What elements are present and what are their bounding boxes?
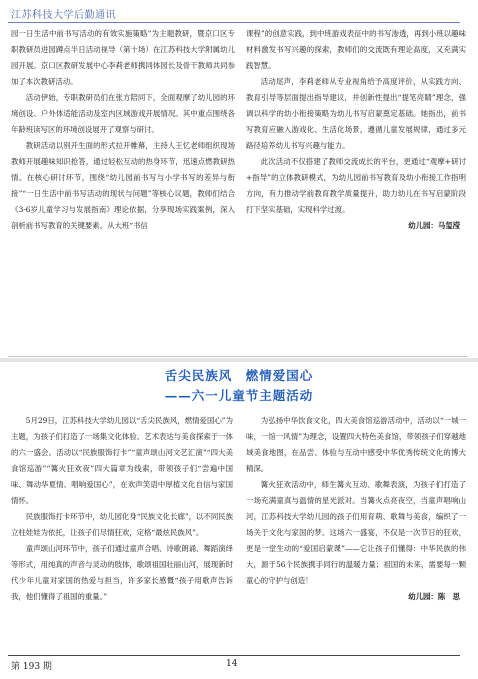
- page-header: [0, 0, 478, 26]
- paragraph: 民族服饰打卡环节中，幼儿园化身“民族文化长廊”，以不同民族立柱娃娃为依托，让孩子们尽情狂欢，定格“最炫民族风”。: [11, 512, 233, 537]
- article2-subtitle: ——六一儿童节主题活动: [164, 388, 314, 403]
- footer-divider: [8, 655, 460, 656]
- article2-column-right: [246, 413, 466, 663]
- paragraph: 为弘扬中华饮食文化，四大美食馆巡游活动中，活动以“一城一味，一馆一风情”为理念，设置四大特色美食馆，带领孩子们穿越地域美食地图，在品尝、体验与互动中感受中华优秀传统文化的博大精深。: [246, 416, 466, 473]
- issue-number: 第 193 期: [11, 662, 52, 672]
- page-number: 14: [226, 659, 238, 669]
- paragraph: 课程”的创意实践，到中班游戏表征中的书写渗透，再到小班以趣味材料激发书写兴趣的探索，教师们的交流既有理论高度，又充满实践智慧。: [246, 29, 466, 70]
- paragraph: 童声颂山河环节中，孩子们通过童声合唱、诗歌朗诵、舞蹈演绎等形式，用纯真的声音与灵动的肢体，歌颂祖国壮丽山河，展现新时代少年儿童对家国的热爱与担当，许多家长感慨“孩子用歌声告诉我，他们懂得了祖国的重量。”: [11, 544, 233, 601]
- paragraph: 活动伊始，专职教研员们在张方陪同下，全面观摩了幼儿园的环境创设、户外体适能活动及室内区域游戏开展情况。其中重点围绕各年龄班读写区的环境创设展开了观察与研讨。: [11, 93, 235, 134]
- header-divider: [8, 22, 460, 23]
- paragraph: 园一日生活中前书写活动的有效实施策略”为主题教研，暨京口区专职教研员进园蹲点半日活动视导（第十场）在江苏科技大学附属幼儿园开展。京口区教研发展中心李莉老师携同体园长及骨干教师共同参加了本次教研活动。: [11, 29, 235, 86]
- paragraph: 篝火狂欢活动中，师生篝火互动、歌舞表演，为孩子们打造了一场充满童真与温情的星光派对。当篝火点亮夜空，当童声唱响山河，江苏科技大学幼儿园的孩子们用育萌、歌舞与美食，编织了一场关于文化与家国的梦。这场六一盛宴，不仅是一次节日的狂欢，更是一堂生动的“爱国启蒙课”——它让孩子们懂得：中华民族的伟大，源于56个民族携手同行的温暖力量；祖国的未来，需要每一颗童心的守护与创造！: [246, 480, 466, 585]
- paragraph: 教研活动以别开生面的形式拉开帷幕，主持人王忆老师组织现场教师开展趣味知识抢答，通过轻松互动的热身环节，迅速点燃教研热情。在核心研讨环节，围绕“幼儿园前书写与小学书写的差异与衔接”“一日生活中前书写活动的现状与问题”等核心议题，教师们结合《3-6岁儿童学习与发展指南》理论依据，分享现场实践案例，深入剖析前书写教育的关键要素。从大班“书信: [11, 141, 235, 230]
- paragraph: 此次活动不仅搭建了教师交流成长的平台，更通过“观摩+研讨+指导”的立体教研模式，为幼儿园前书写教育及幼小衔接工作指明方向，有力推动学前教育教学质量提升，助力幼儿在书写启蒙阶段打下坚实基础，实现科学过渡。: [246, 157, 466, 214]
- paragraph: 活动尾声，李莉老师从专业视角给予高度评价，从实践方向、教育引导等层面提出指导建议，并创新性提出“提笔亮睛”理念，强调以科学的幼小衔接策略为幼儿书写启蒙奠定基础。她指出，前书写教育应融入游戏化、生活化场景，遵循儿童发展规律，通过多元路径培养幼儿书写兴趣与能力。: [246, 77, 466, 150]
- article1-column-right: [246, 26, 466, 326]
- article1-signature: 幼儿园：马玺滢: [408, 221, 460, 230]
- newsletter-title: 江苏科技大学后勤通讯: [11, 10, 116, 21]
- article2-title: 舌尖民族风 燃情爱国心: [164, 368, 314, 383]
- article1-column-left: [11, 26, 235, 358]
- article2-signature: 幼儿园：陈 思: [408, 592, 460, 601]
- article2-column-left: [11, 413, 233, 663]
- paragraph: 5月29日，江苏科技大学幼儿园以“舌尖民族风，燃情爱国心”为主题，为孩子们打造了一场集文化体验、艺术表达与美食探索于一体的六一盛会。活动以“民族服饰打卡”“童声颂山河文艺汇演”“四大美食馆巡游”“篝火狂欢夜”四大篇章为线索，带领孩子们“尝遍中国味、舞动华夏情、唱响爱国心”，在欢声笑语中厚植文化自信与家国情怀。: [11, 416, 233, 505]
- section-divider: [8, 356, 468, 357]
- section-band: [0, 358, 478, 362]
